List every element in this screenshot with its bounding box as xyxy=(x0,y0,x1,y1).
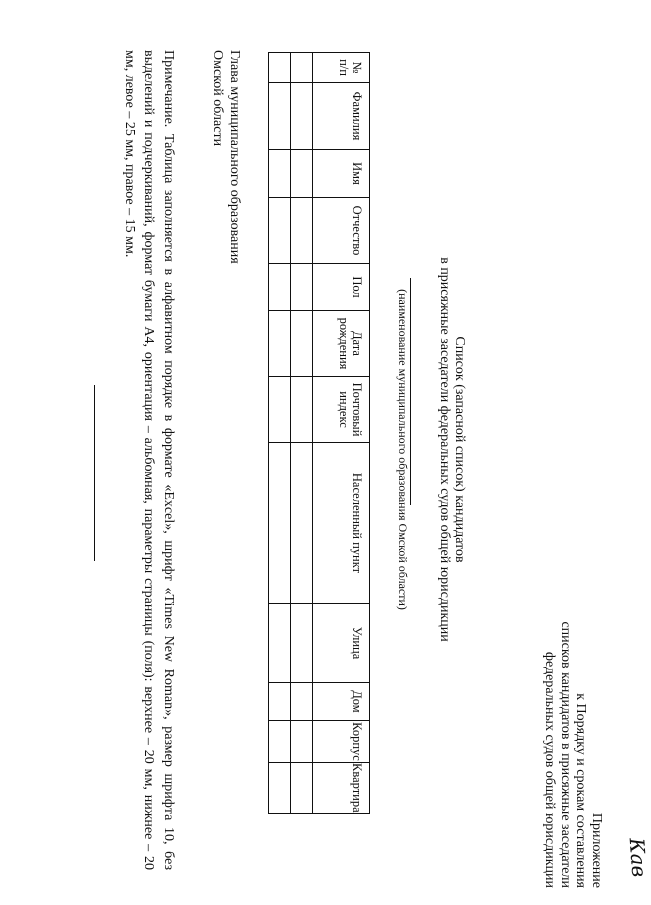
signature-line xyxy=(94,385,95,561)
note-paragraph: Примечание. Таблица заполняется в алфавитном порядке в формате «Excel», шрифт «Times New Roman», размер шрифта 10, без выделений и подчеркиваний, формат бумаги А4, ориентация – альбомная, параметры страницы (поля): верхнее – 20 мм, нижнее – 20 мм, левое – 25 мм, правое – 15 мм. xyxy=(122,50,176,870)
appendix-line-4: федеральных судов общей юрисдикции xyxy=(542,651,558,888)
table-cell xyxy=(269,53,291,83)
head-official-block xyxy=(209,50,243,264)
table-cell xyxy=(291,721,313,763)
table-cell xyxy=(291,443,313,604)
table-cell xyxy=(269,604,291,683)
header-cell-postcode: Почтовый индекс xyxy=(313,377,370,443)
table-cell xyxy=(269,311,291,377)
municipality-name-line xyxy=(410,278,411,505)
appendix-line-2: к Порядку и срокам составления xyxy=(573,693,589,888)
head-official-line-1: Глава муниципального образования xyxy=(227,50,242,264)
appendix-line-3: списков кандидатов в присяжные заседатели xyxy=(558,621,573,888)
table-cell xyxy=(291,150,313,198)
table-cell xyxy=(269,83,291,150)
table-cell xyxy=(291,83,313,150)
table-header-row xyxy=(313,53,370,814)
table-row xyxy=(291,53,313,814)
table-cell xyxy=(291,763,313,814)
table-cell xyxy=(291,604,313,683)
table-cell xyxy=(269,763,291,814)
header-cell-building: Корпус xyxy=(313,721,370,763)
header-cell-house: Дом xyxy=(313,683,370,721)
municipality-caption: (наименование муниципального образования Омской области) xyxy=(396,289,410,610)
head-official-line-2: Омской области xyxy=(210,50,225,147)
header-cell-number: № п/п xyxy=(313,53,370,83)
header-cell-street: Улица xyxy=(313,604,370,683)
appendix-line-1: Приложение xyxy=(589,812,604,888)
appendix-header xyxy=(542,621,604,888)
table-cell xyxy=(269,150,291,198)
table-cell xyxy=(291,683,313,721)
document-title-line-1: Список (запасной список) кандидатов xyxy=(452,336,467,563)
table-cell xyxy=(269,721,291,763)
document-title-line-2: в присяжные заседатели федеральных судов общей юрисдикции xyxy=(437,257,452,642)
table-cell xyxy=(269,264,291,311)
table-cell xyxy=(291,198,313,264)
header-cell-name: Имя xyxy=(313,150,370,198)
table-cell xyxy=(269,377,291,443)
candidates-table xyxy=(268,52,370,814)
table-cell xyxy=(269,443,291,604)
table-cell xyxy=(291,264,313,311)
header-cell-apartment: Квартира xyxy=(313,763,370,814)
table-cell xyxy=(269,198,291,264)
header-cell-sex: Пол xyxy=(313,264,370,311)
table-row xyxy=(269,53,291,814)
handwritten-signature: Кав xyxy=(624,837,651,878)
table-cell xyxy=(291,311,313,377)
header-cell-birthdate: Дата рождения xyxy=(313,311,370,377)
table-cell xyxy=(291,53,313,83)
table-cell xyxy=(269,683,291,721)
header-cell-settlement: Населенный пункт xyxy=(313,443,370,604)
header-cell-patronymic: Отчество xyxy=(313,198,370,264)
table-cell xyxy=(291,377,313,443)
header-cell-surname: Фамилия xyxy=(313,83,370,150)
